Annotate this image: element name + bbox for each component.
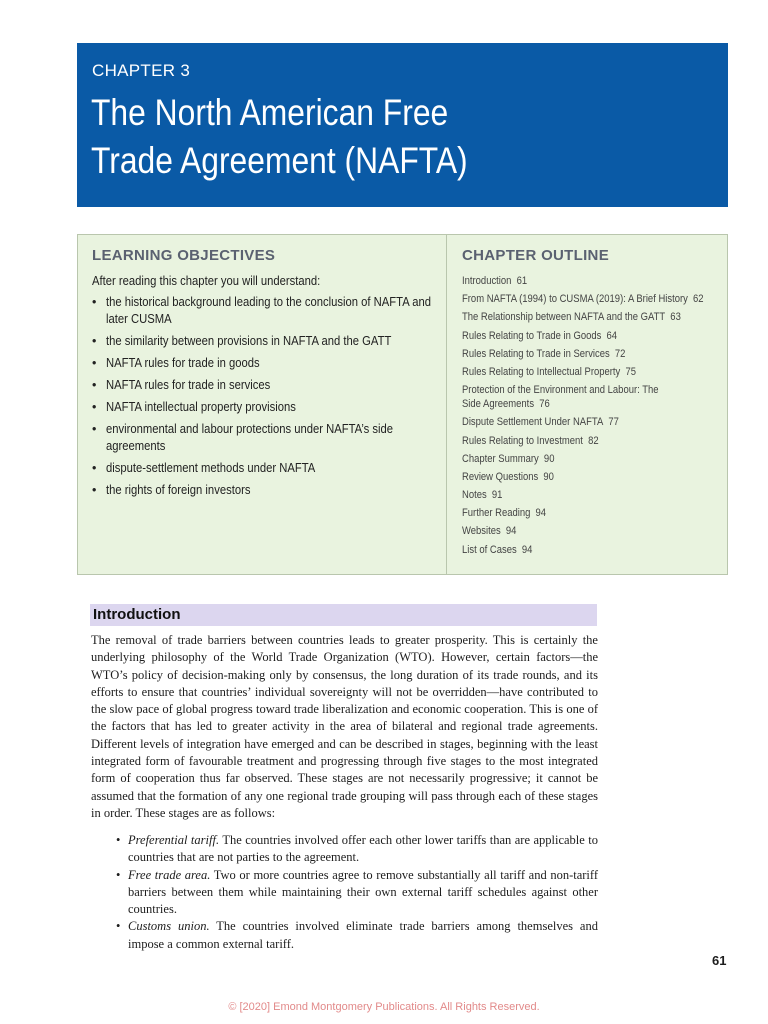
outline-item-title: Chapter Summary [462, 452, 539, 465]
objective-text: dispute-settlement methods under NAFTA [106, 461, 316, 475]
chapter-title [91, 89, 468, 185]
learning-objectives [92, 247, 437, 504]
outline-item[interactable] [462, 524, 720, 538]
learning-objectives-intro: After reading this chapter you will understand: [92, 274, 321, 288]
bullet-icon: • [92, 356, 97, 370]
outline-item-title: Notes [462, 489, 487, 502]
outline-item-page: 94 [521, 543, 533, 556]
outline-item-title: Review Questions [462, 470, 539, 483]
objective-item [92, 355, 437, 372]
objective-text: environmental and labour protections under NAFTA’s side agreements [106, 422, 394, 453]
bullet-icon: • [92, 295, 97, 309]
stage-item [116, 832, 598, 867]
chapter-outline-heading: CHAPTER OUTLINE [462, 247, 609, 264]
outline-item[interactable] [462, 470, 720, 484]
outline-item-page: 82 [588, 434, 599, 447]
stage-term: Free trade area. [128, 867, 211, 882]
outline-item[interactable] [462, 292, 720, 306]
learning-objectives-heading: LEARNING OBJECTIVES [92, 247, 276, 264]
chapter-header [77, 43, 728, 207]
outline-item-title: Rules Relating to Trade in Services [462, 347, 610, 360]
bullet-icon: • [92, 334, 97, 348]
outline-item-title: Dispute Settlement Under NAFTA [462, 416, 604, 429]
outline-item-page: 77 [608, 416, 619, 429]
outline-item[interactable] [462, 452, 720, 466]
outline-item[interactable] [462, 347, 720, 361]
outline-item-title: Websites [462, 525, 501, 538]
outline-item-title: Rules Relating to Trade in Goods [462, 329, 602, 342]
stage-text: The countries involved eliminate trade barriers among themselves and impose a common external tariff. [128, 919, 598, 951]
bullet-icon: • [116, 833, 121, 847]
outline-item-page: 64 [606, 329, 618, 342]
stage-item [116, 918, 598, 953]
objective-text: the rights of foreign investors [106, 483, 251, 497]
objective-text: NAFTA rules for trade in services [106, 378, 271, 392]
bullet-icon: • [92, 378, 97, 392]
objective-text: NAFTA rules for trade in goods [106, 356, 260, 370]
outline-item-page: 75 [625, 365, 636, 378]
objective-text: NAFTA intellectual property provisions [106, 400, 296, 414]
outline-item-page: 90 [543, 470, 554, 483]
outline-item-page: 63 [670, 311, 681, 324]
outline-item[interactable] [462, 488, 720, 502]
outline-item[interactable] [462, 543, 720, 557]
objective-item [92, 460, 437, 477]
stages-list [116, 832, 598, 953]
stage-text: The countries involved offer each other lower tariffs than are applicable to countries that are not parties to the agreement. [128, 833, 598, 865]
stage-term: Customs union. [128, 919, 210, 934]
bullet-icon: • [92, 461, 97, 475]
copyright-notice: © [2020] Emond Montgomery Publications. All Rights Reserved. [228, 1001, 540, 1013]
chapter-label: CHAPTER 3 [92, 61, 191, 80]
objective-item [92, 482, 437, 499]
bullet-icon: • [116, 919, 121, 934]
objective-item [92, 377, 437, 394]
outline-item-page: 91 [491, 489, 503, 502]
learning-objectives-list [92, 294, 437, 499]
introduction-heading: Introduction [90, 604, 597, 626]
outline-item-title: List of Cases [462, 543, 517, 556]
outline-item[interactable] [462, 506, 720, 520]
outline-item-page: 94 [535, 507, 547, 520]
outline-item-page: 76 [539, 398, 550, 411]
outline-item-page: 94 [505, 525, 517, 538]
outline-item[interactable] [462, 383, 677, 411]
outline-item[interactable] [462, 310, 720, 324]
chapter-title-line-2: Trade Agreement (NAFTA) [91, 140, 468, 181]
chapter-outline-list [462, 274, 722, 557]
outline-item-title: The Relationship between NAFTA and the GATT [462, 311, 666, 324]
stage-item [116, 867, 598, 919]
objective-text: the similarity between provisions in NAFTA and the GATT [106, 334, 392, 348]
page-number: 61 [712, 953, 727, 968]
objective-item [92, 294, 437, 328]
outline-item-title: From NAFTA (1994) to CUSMA (2019): A Brief History [462, 293, 688, 306]
objectives-outline-box [77, 234, 728, 575]
chapter-title-line-1: The North American Free [91, 92, 449, 133]
outline-item[interactable] [462, 365, 720, 379]
objective-text: the historical background leading to the conclusion of NAFTA and later CUSMA [106, 295, 431, 326]
objective-item [92, 333, 437, 350]
outline-item-title: Rules Relating to Intellectual Property [462, 365, 621, 378]
outline-item[interactable] [462, 415, 720, 429]
bullet-icon: • [116, 867, 121, 882]
outline-item-page: 62 [693, 293, 704, 306]
chapter-outline [462, 247, 722, 561]
outline-item-title: Rules Relating to Investment [462, 434, 583, 447]
stage-text: Two or more countries agree to remove substantially all tariff and non-tariff barriers between them while maintaining their own external tariff schedules against other countries. [128, 867, 598, 917]
outline-item[interactable] [462, 434, 720, 448]
bullet-icon: • [92, 422, 97, 436]
outline-item-page: 90 [543, 452, 555, 465]
outline-item-title: Introduction [462, 275, 512, 287]
outline-item-page: 72 [614, 347, 626, 360]
introduction-paragraph: The removal of trade barriers between countries leads to greater prosperity. This is certainly the underlying philosophy of the World Trade Organization (WTO). However, certain factors—the WTO’s policy of decision-making only by consensus, the long duration of its trade rounds, and its efforts to ensure that countries’ individual sovereignty will not be overridden—have contributed to the slow pace of global progress toward trade liberalization and economic cooperation. This is one of the factors that has led to greater activity in the area of bilateral and regional trade agreements. Different levels of integration have emerged and can be described in stages, beginning with the least integrated form of favourable treatment and progressing through five stages to the most integrated form of cooperation thus far observed. These stages are not necessarily progressive; it cannot be assumed that the formation of any one regional trade grouping will pass through each of these stages in order. These stages are as follows: [91, 633, 598, 820]
outline-item-page: 61 [516, 275, 528, 287]
outline-item-title: Protection of the Environment and Labour: The Side Agreements [462, 384, 659, 411]
bullet-icon: • [92, 400, 97, 414]
stage-term: Preferential tariff. [128, 833, 220, 847]
objective-item [92, 399, 437, 416]
outline-item-title: Further Reading [462, 507, 531, 520]
outline-item[interactable] [462, 274, 720, 288]
bullet-icon: • [92, 483, 97, 497]
objective-item [92, 421, 437, 455]
outline-item[interactable] [462, 329, 720, 343]
